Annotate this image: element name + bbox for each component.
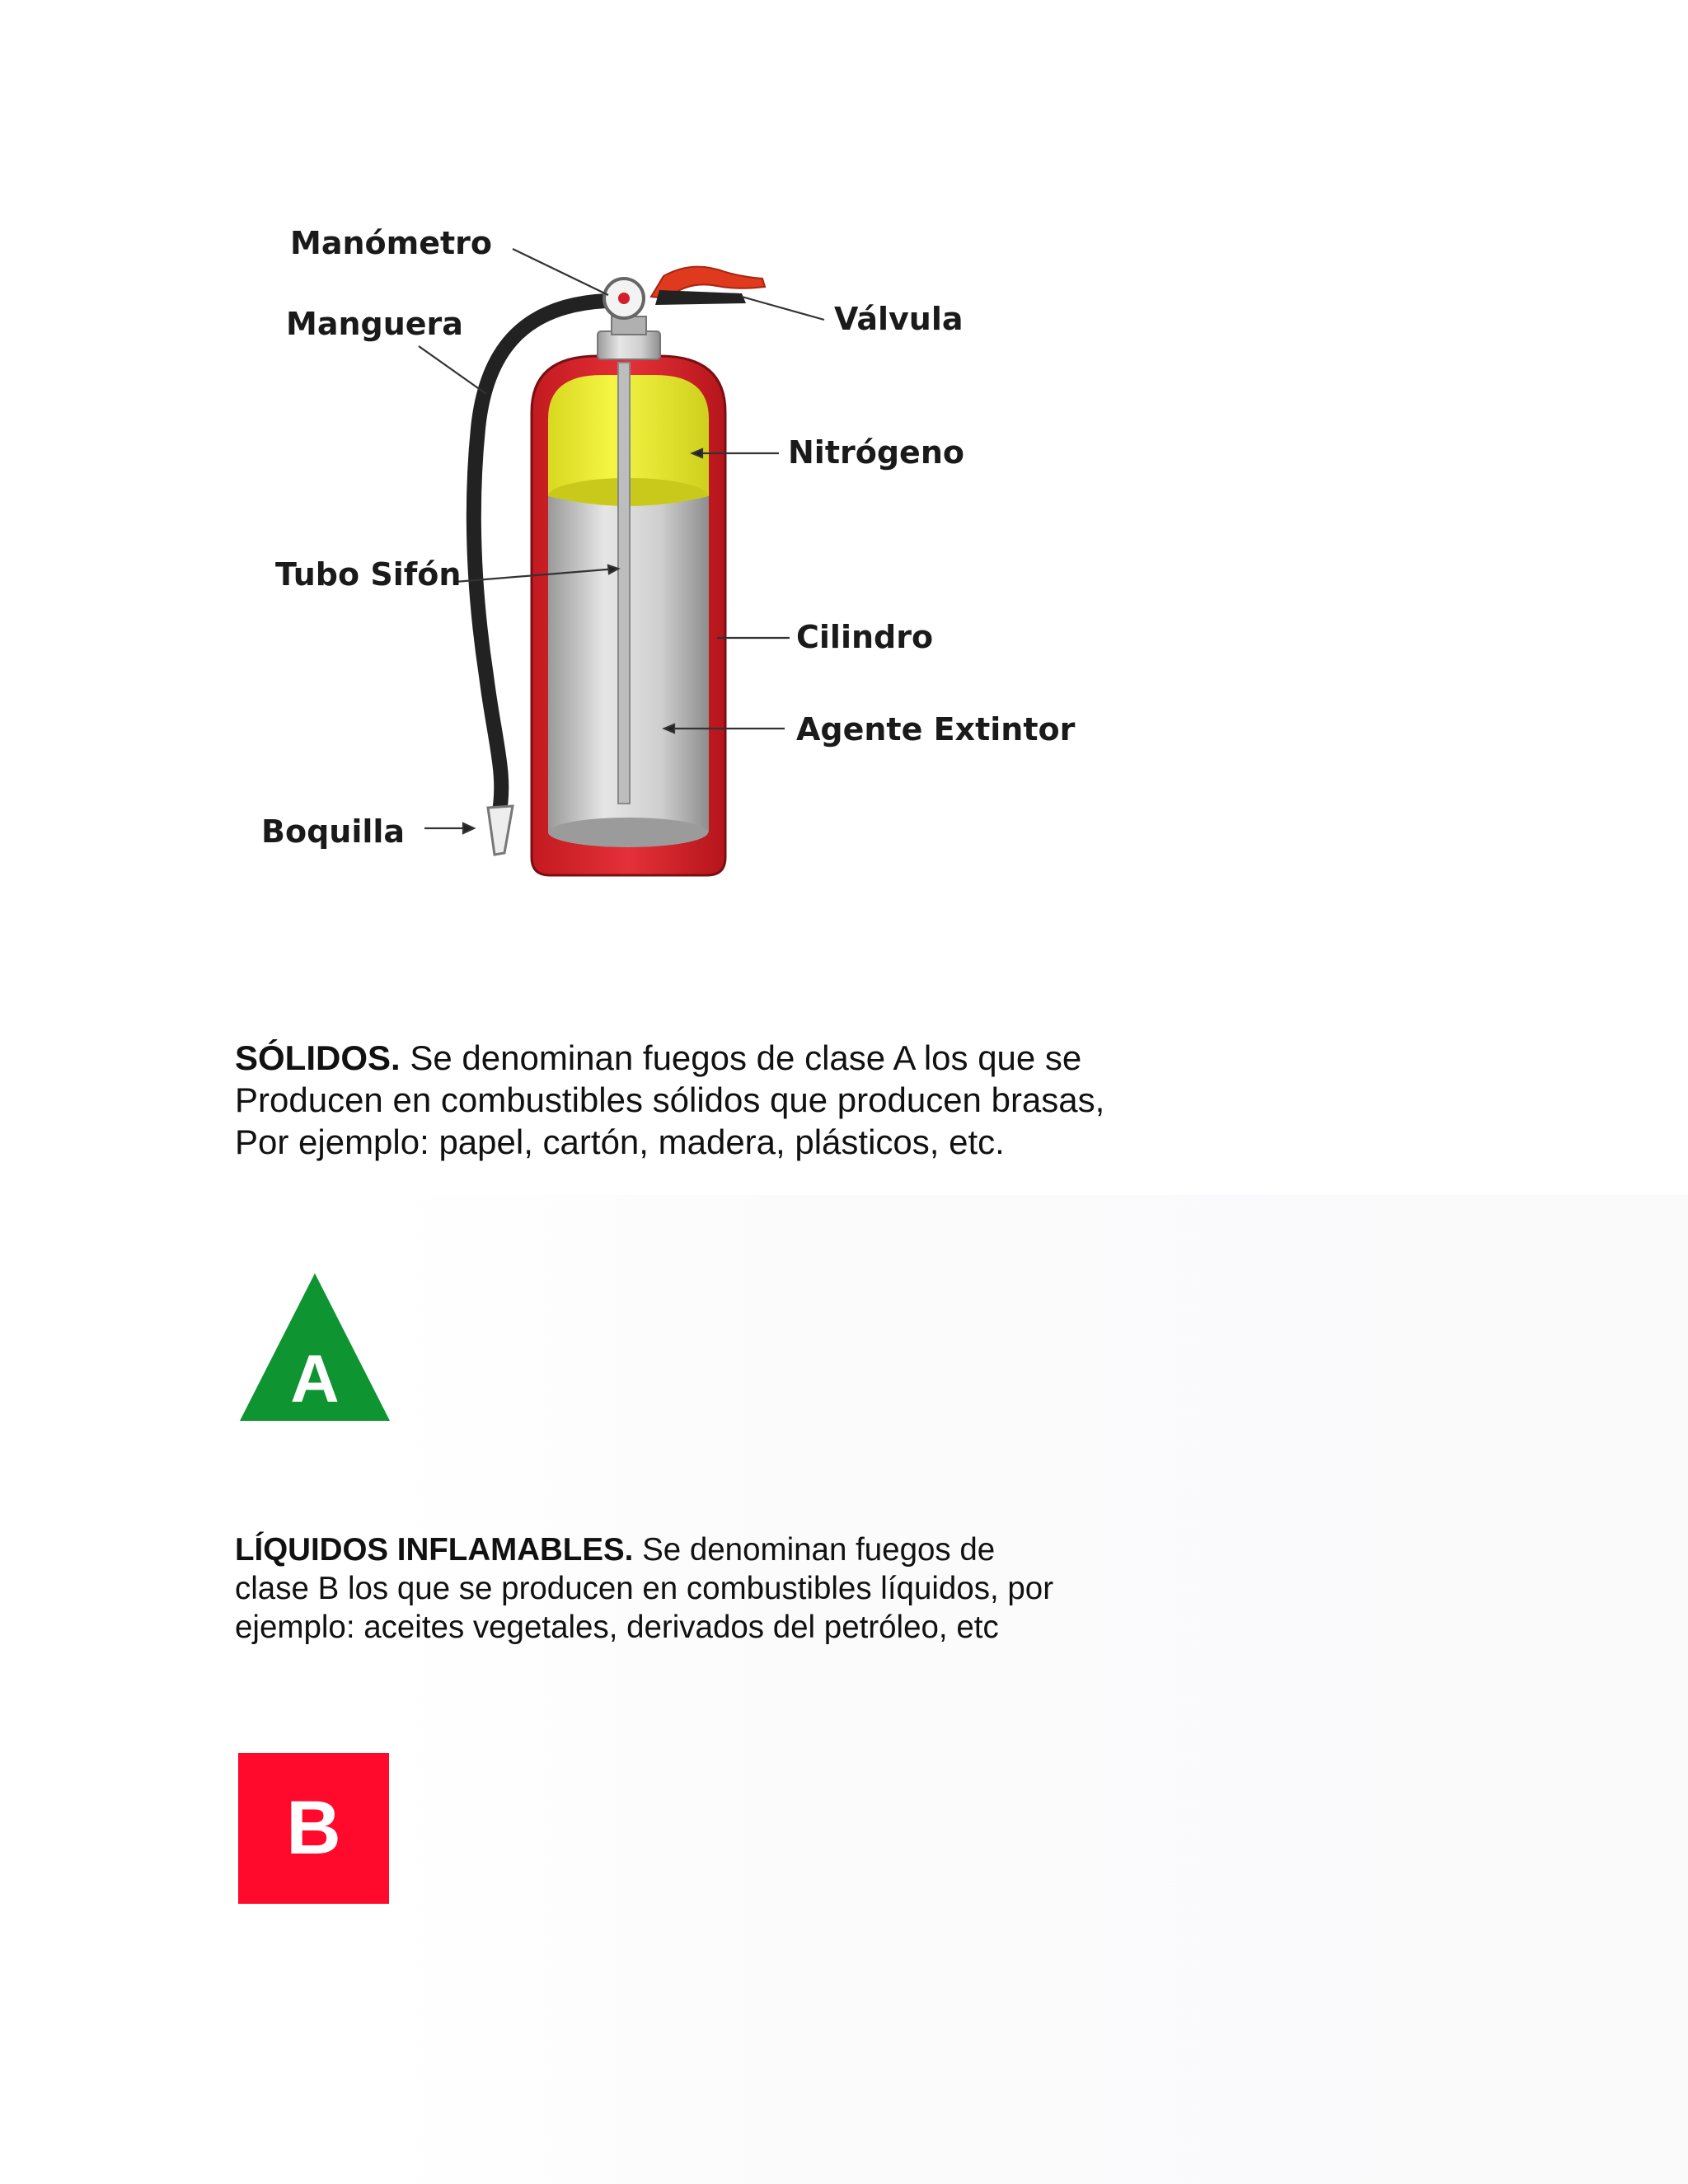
class-b-fire-icon xyxy=(238,1753,389,1904)
label-cilindro: Cilindro xyxy=(796,619,934,655)
label-manometro: Manómetro xyxy=(290,225,492,261)
solidos-line-3: Por ejemplo: papel, cartón, madera, plásticos, etc. xyxy=(235,1122,1005,1161)
valve-neck xyxy=(598,331,660,359)
solidos-paragraph xyxy=(235,1037,1183,1163)
label-boquilla: Boquilla xyxy=(261,813,406,850)
solidos-title: SÓLIDOS. xyxy=(235,1038,401,1077)
siphon-tube xyxy=(618,363,630,804)
label-agente-extintor: Agente Extintor xyxy=(796,711,1076,748)
fire-extinguisher-diagram xyxy=(0,0,1154,907)
solidos-line-1: SÓLIDOS. Se denominan fuegos de clase A los que se xyxy=(235,1038,1082,1077)
label-manguera: Manguera xyxy=(286,306,463,342)
liquidos-line-1: LÍQUIDOS INFLAMABLES. Se denominan fuegos de xyxy=(235,1532,996,1568)
liquidos-line-2: clase B los que se producen en combustibles líquidos, por xyxy=(235,1571,1054,1606)
solidos-line-2: Producen en combustibles sólidos que producen brasas, xyxy=(235,1080,1105,1119)
class-a-fire-icon xyxy=(238,1272,392,1422)
liquidos-title: LÍQUIDOS INFLAMABLES. xyxy=(235,1532,634,1568)
nozzle xyxy=(488,806,513,855)
label-valvula: Válvula xyxy=(834,301,964,337)
page-background xyxy=(387,1195,1688,2184)
label-nitrogeno: Nitrógeno xyxy=(788,434,964,471)
class-b-letter: B xyxy=(286,1786,341,1870)
label-tubo-sifon: Tubo Sifón xyxy=(275,556,462,593)
liquidos-line-3: ejemplo: aceites vegetales, derivados del petróleo, etc xyxy=(235,1610,999,1645)
liquidos-paragraph xyxy=(235,1530,1183,1647)
class-a-letter: A xyxy=(290,1342,340,1417)
